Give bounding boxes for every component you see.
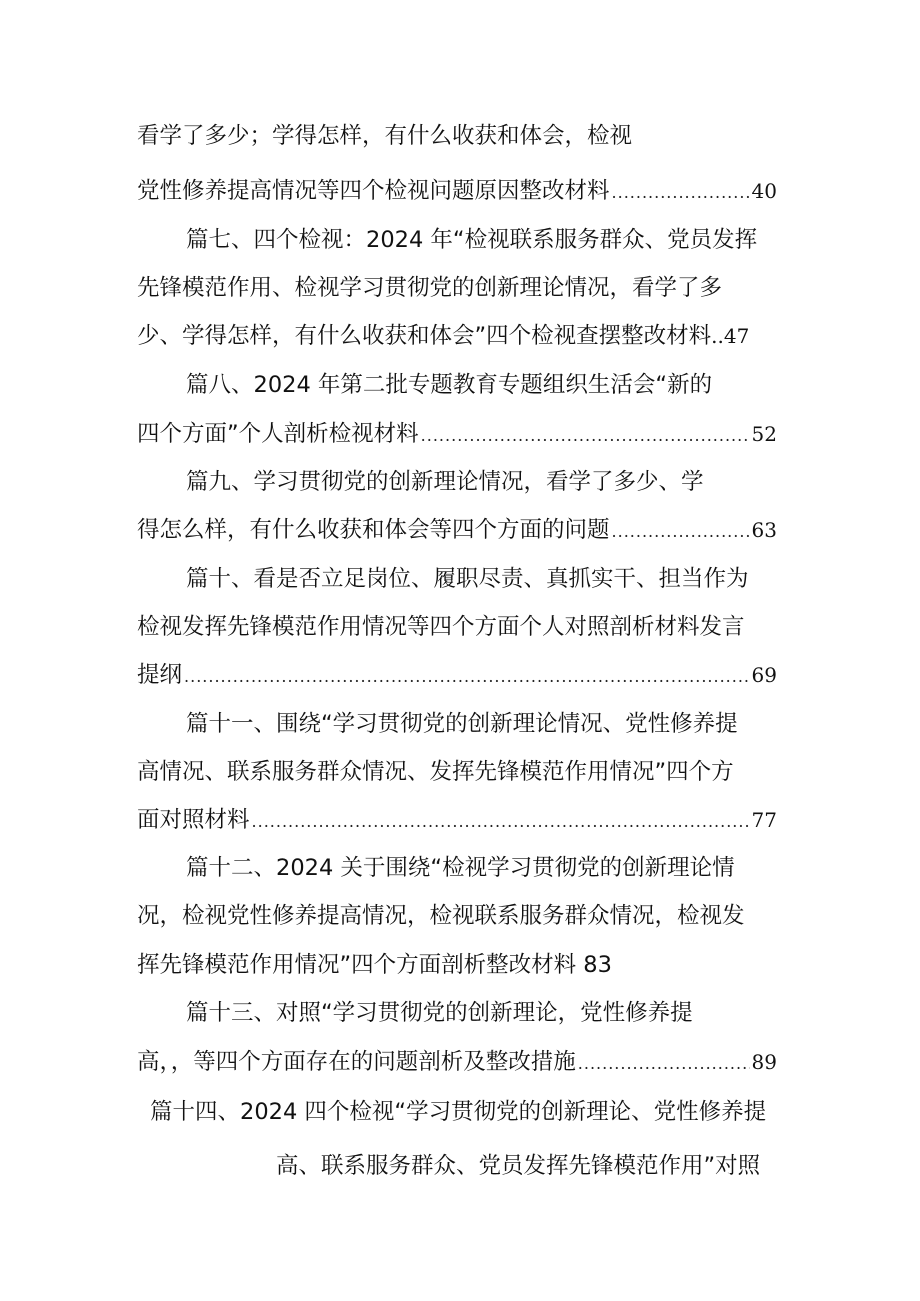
toc-text: 篇十三、对照“学习贯彻党的创新理论，党性修养提 xyxy=(186,1000,693,1026)
toc-text: 篇十、看是否立足岗位、履职尽责、真抓实干、担当作为 xyxy=(186,566,749,592)
toc-entry[interactable] xyxy=(137,414,777,454)
toc-entry[interactable] xyxy=(137,945,777,985)
toc-text: 篇八、2024 年第二批专题教育专题组织生活会“新的 xyxy=(186,372,713,398)
toc-text: 面对照材料 xyxy=(137,807,250,833)
toc-line xyxy=(137,896,777,936)
toc-text: 高情况、联系服务群众情况、发挥先锋模范作用情况”四个方 xyxy=(137,759,734,785)
leader-dots xyxy=(184,657,750,697)
leader-dots xyxy=(612,512,750,552)
toc-text: 篇九、学习贯彻党的创新理论情况，看学了多少、学 xyxy=(186,469,704,495)
toc-entry[interactable] xyxy=(137,316,777,356)
page-number: ..47 xyxy=(711,324,750,348)
toc-text: 况，检视党性修养提高情况，检视联系服务群众情况，检视发 xyxy=(137,903,745,929)
toc-line xyxy=(186,365,776,405)
toc-text: 得怎么样，有什么收获和体会等四个方面的问题 xyxy=(137,517,610,543)
toc-text: 篇十一、围绕“学习贯彻党的创新理论情况、党性修养提 xyxy=(186,711,738,737)
toc-text: 高，，等四个方面存在的问题剖析及整改措施 xyxy=(137,1049,576,1075)
toc-text: 挥先锋模范作用情况”四个方面剖析整改材料 83 xyxy=(137,952,612,978)
toc-entry[interactable] xyxy=(137,510,777,550)
toc-entry[interactable] xyxy=(137,1042,777,1082)
toc-line xyxy=(186,220,776,260)
toc-text: 少、学得怎样，有什么收获和体会”四个检视查摆整改材料 xyxy=(137,323,712,349)
page-number: 69 xyxy=(751,663,777,687)
page-number: 77 xyxy=(751,808,777,832)
toc-entry[interactable] xyxy=(137,655,777,695)
toc-text: 党性修养提高情况等四个检视问题原因整改材料 xyxy=(137,178,610,204)
toc-text: 看学了多少；学得怎样，有什么收获和体会，检视 xyxy=(137,123,633,149)
toc-line xyxy=(186,704,776,744)
toc-text: 篇十二、2024 关于围绕“检视学习贯彻党的创新理论情 xyxy=(186,855,735,881)
toc-line xyxy=(186,559,776,599)
toc-line xyxy=(276,1146,786,1186)
toc-entry[interactable] xyxy=(137,800,777,840)
toc-text: 四个方面”个人剖析检视材料 xyxy=(137,421,419,447)
toc-text: 高、联系服务群众、党员发挥先锋模范作用”对照 xyxy=(276,1153,761,1179)
page-number: 52 xyxy=(751,422,777,446)
toc-line xyxy=(186,993,776,1033)
toc-text: 提纲 xyxy=(137,662,183,688)
toc-line xyxy=(137,607,777,647)
page-number: 63 xyxy=(751,518,777,542)
toc-text: 篇十四、2024 四个检视“学习贯彻党的创新理论、党性修养提 xyxy=(150,1099,767,1125)
page-number: 40 xyxy=(751,179,777,203)
toc-line xyxy=(137,116,777,156)
toc-line xyxy=(150,1092,790,1132)
leader-dots xyxy=(578,1044,750,1084)
leader-dots xyxy=(252,802,750,842)
toc-text: 篇七、四个检视：2024 年“检视联系服务群众、党员发挥 xyxy=(186,227,758,253)
toc-line xyxy=(137,752,777,792)
toc-line xyxy=(186,848,776,888)
toc-line xyxy=(186,462,776,502)
toc-entry[interactable] xyxy=(137,171,777,211)
leader-dots xyxy=(612,173,750,213)
toc-line xyxy=(137,268,777,308)
page-number: 89 xyxy=(751,1050,777,1074)
toc-text: 先锋模范作用、检视学习贯彻党的创新理论情况，看学了多 xyxy=(137,275,723,301)
toc-text: 检视发挥先锋模范作用情况等四个方面个人对照剖析材料发言 xyxy=(137,614,745,640)
leader-dots xyxy=(421,416,750,456)
